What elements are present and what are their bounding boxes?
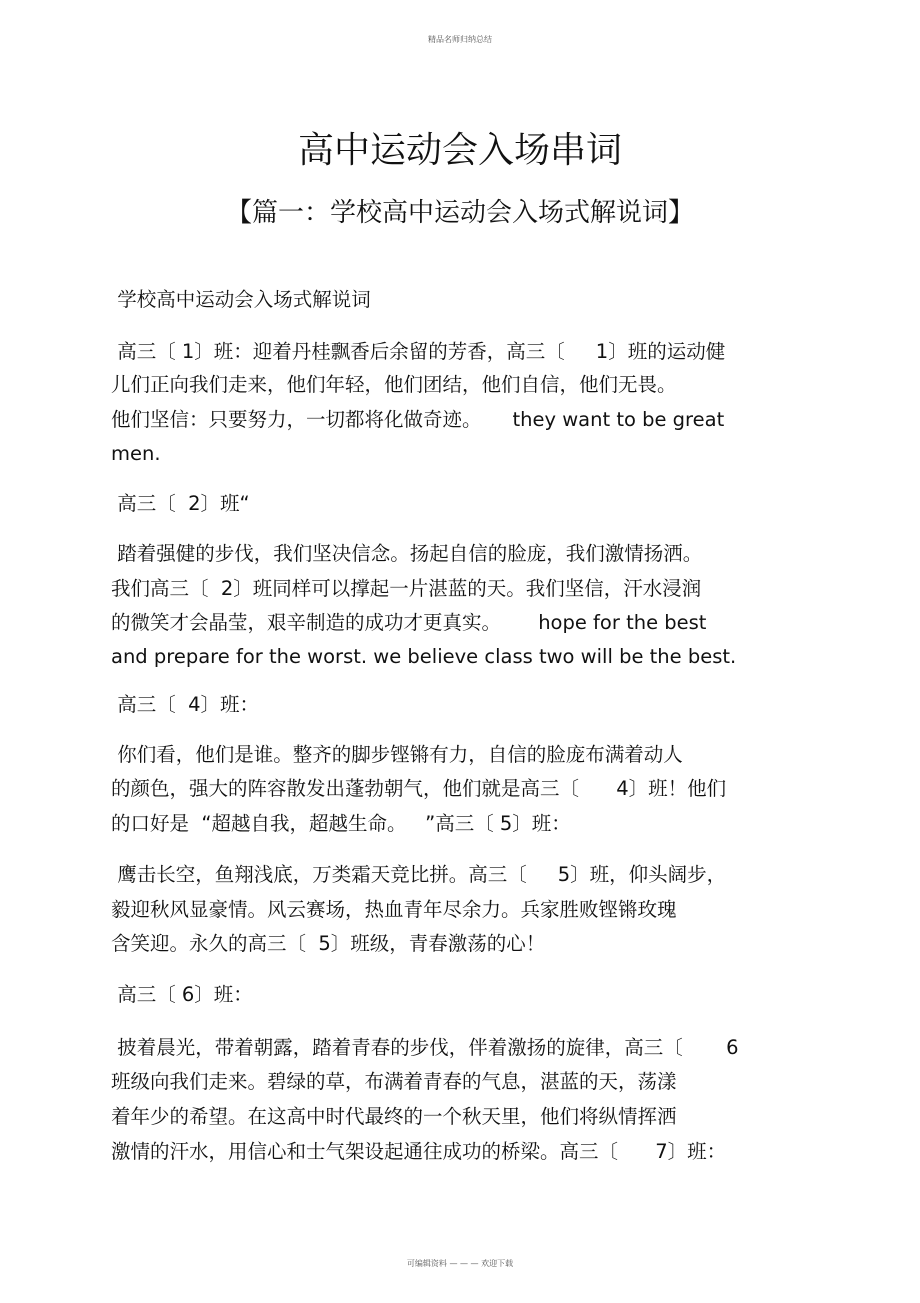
page-footer: 可编辑资料 — — — 欢迎下载 xyxy=(406,1259,514,1268)
text-line: 鹰击长空，鱼翔浅底，万类霜天竞比拼。高三〔 5〕班，仰头阔步， xyxy=(111,863,727,886)
text-line: men. xyxy=(111,442,161,465)
text-line: 学校高中运动会入场式解说词 xyxy=(111,288,371,311)
text-line: 高三〔 6〕班： xyxy=(111,983,253,1006)
text-line: 的微笑才会晶莹，艰辛制造的成功才更真实。 hope for the best xyxy=(111,611,707,634)
text-line: 的口好是 “超越自我，超越生命。 ”高三〔 5〕班： xyxy=(111,812,571,835)
text-line: 儿们正向我们走来，他们年轻，他们团结，他们自信，他们无畏。 xyxy=(111,373,677,396)
text-line: 激情的汗水，用信心和士气架设起通往成功的桥梁。高三〔 7〕班： xyxy=(111,1140,727,1163)
text-line: 我们高三〔 2〕班同样可以撑起一片湛蓝的天。我们坚信，汗水浸润 xyxy=(111,577,702,600)
page-header: 精品名师归纳总结 xyxy=(428,35,492,44)
text-line: 他们坚信：只要努力，一切都将化做奇迹。 they want to be great xyxy=(111,408,725,431)
text-line: 你们看，他们是谁。整齐的脚步铿锵有力，自信的脸庞布满着动人 xyxy=(111,743,683,766)
text-line: 的颜色，强大的阵容散发出蓬勃朝气，他们就是高三〔 4〕班！他们 xyxy=(111,777,727,800)
text-line: 高三〔 2〕班“ xyxy=(111,492,250,515)
text-line: 披着晨光，带着朝露，踏着青春的步伐，伴着激扬的旋律，高三〔 6 xyxy=(111,1036,739,1059)
text-line: 班级向我们走来。碧绿的草，布满着青春的气息，湛蓝的天，荡漾 xyxy=(111,1070,677,1093)
text-line: 毅迎秋风显豪情。风云赛场，热血青年尽余力。兵家胜败铿锵玫瑰 xyxy=(111,898,677,921)
document-title: 高中运动会入场串词 xyxy=(297,130,622,171)
text-line: 踏着强健的步伐，我们坚决信念。扬起自信的脸庞，我们激情扬洒。 xyxy=(111,542,703,565)
text-line: 含笑迎。永久的高三〔 5〕班级，青春激荡的心！ xyxy=(111,932,546,955)
text-line: and prepare for the worst. we believe class two will be the best. xyxy=(111,645,737,668)
document-subtitle: 【篇一：学校高中运动会入场式解说词】 xyxy=(225,198,694,228)
text-line: 高三〔 4〕班： xyxy=(111,693,260,716)
text-line: 高三〔 1〕班：迎着丹桂飘香后余留的芳香，高三〔 1〕班的运动健 xyxy=(111,340,726,363)
text-line: 着年少的希望。在这高中时代最终的一个秋天里，他们将纵情挥洒 xyxy=(111,1105,677,1128)
